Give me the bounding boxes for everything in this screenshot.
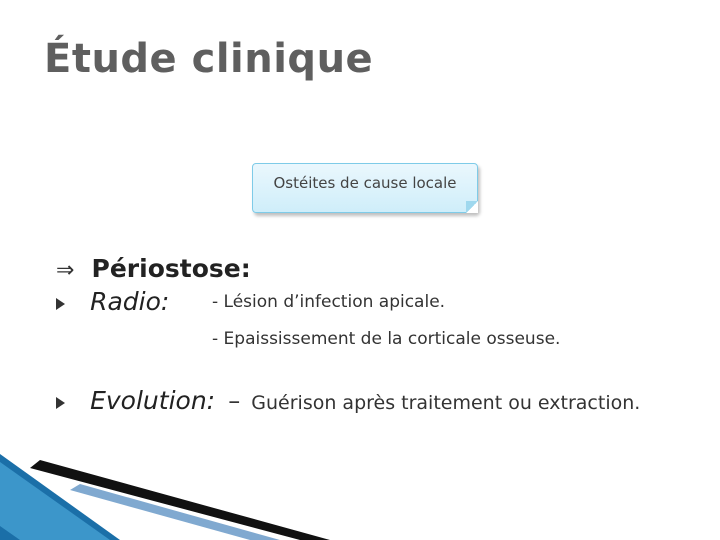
radio-row <box>56 287 169 316</box>
radio-item: - Lésion d’infection apicale. <box>212 292 446 312</box>
section-heading: Périostose: <box>91 254 251 283</box>
decorative-swoosh <box>0 454 340 540</box>
radio-label: Radio: <box>90 287 170 316</box>
evolution-row <box>56 386 640 415</box>
slide-title: Étude clinique <box>44 36 374 82</box>
note-folded-corner <box>466 201 478 213</box>
arrow-bullet-icon <box>56 298 65 310</box>
callout-note-text: Ostéites de cause locale <box>273 174 457 192</box>
radio-item: - Epaississement de la corticale osseuse. <box>212 329 561 349</box>
section-heading-row <box>56 254 251 283</box>
evolution-text: Guérison après traitement ou extraction. <box>251 392 641 414</box>
callout-note <box>252 163 478 213</box>
evolution-label: Evolution: <box>90 386 216 415</box>
arrow-bullet-icon <box>56 397 65 409</box>
evolution-dash: – <box>228 387 241 415</box>
double-arrow-right-icon: ⇒ <box>56 258 75 283</box>
